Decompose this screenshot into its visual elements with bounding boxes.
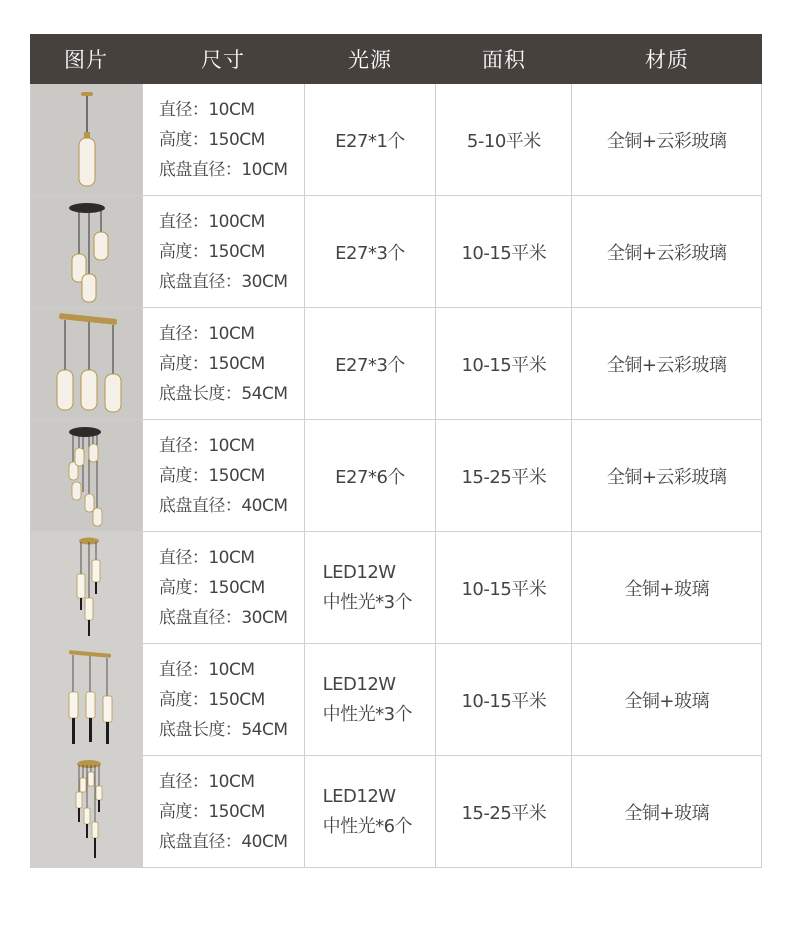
product-photo	[31, 532, 143, 643]
size-cell	[143, 644, 305, 755]
area-cell: 15-25平米	[436, 420, 572, 531]
product-photo	[31, 644, 143, 755]
size-cell	[143, 532, 305, 643]
height-text: 高度：150CM	[158, 241, 265, 262]
diameter-text: 直径：10CM	[158, 99, 255, 120]
product-photo	[31, 420, 143, 531]
light-source-line2: 中性光*3个	[322, 703, 413, 725]
material-cell: 全铜+玻璃	[572, 756, 762, 867]
header-size: 尺寸	[201, 48, 245, 72]
size-cell	[143, 196, 305, 307]
size-cell	[143, 308, 305, 419]
table-row	[30, 84, 762, 196]
light-source-line1: LED12W	[322, 673, 396, 695]
material-cell: 全铜+玻璃	[572, 532, 762, 643]
light-source-cell: E27*6个	[305, 420, 437, 531]
light-source-line1: LED12W	[322, 785, 396, 807]
material-cell: 全铜+云彩玻璃	[572, 420, 762, 531]
height-text: 高度：150CM	[158, 465, 265, 486]
product-photo	[31, 756, 143, 867]
light-source-line1: LED12W	[322, 561, 396, 583]
light-source-line2: 中性光*3个	[322, 591, 413, 613]
diameter-text: 直径：10CM	[158, 323, 255, 344]
base-text: 底盘直径：40CM	[158, 831, 288, 852]
diameter-text: 直径：10CM	[158, 659, 255, 680]
base-text: 底盘直径：30CM	[158, 271, 288, 292]
area-cell: 5-10平米	[436, 84, 572, 195]
height-text: 高度：150CM	[158, 129, 265, 150]
area-cell: 10-15平米	[436, 196, 572, 307]
size-cell	[143, 756, 305, 867]
table-row	[30, 196, 762, 308]
table-row	[30, 532, 762, 644]
product-photo	[31, 196, 143, 307]
area-cell: 10-15平米	[436, 532, 572, 643]
material-cell: 全铜+云彩玻璃	[572, 84, 762, 195]
area-cell: 10-15平米	[436, 308, 572, 419]
height-text: 高度：150CM	[158, 577, 265, 598]
product-photo	[31, 308, 143, 419]
table-row	[30, 308, 762, 420]
height-text: 高度：150CM	[158, 353, 265, 374]
light-source-cell: E27*3个	[305, 308, 437, 419]
size-cell	[143, 420, 305, 531]
table-row	[30, 420, 762, 532]
light-source-cell: E27*3个	[305, 196, 437, 307]
base-text: 底盘长度：54CM	[158, 719, 288, 740]
header-area: 面积	[482, 48, 526, 72]
height-text: 高度：150CM	[158, 689, 265, 710]
base-text: 底盘长度：54CM	[158, 383, 288, 404]
light-source-cell	[305, 532, 437, 643]
header-image: 图片	[64, 48, 108, 72]
diameter-text: 直径：10CM	[158, 435, 255, 456]
light-source-cell	[305, 644, 437, 755]
material-cell: 全铜+云彩玻璃	[572, 196, 762, 307]
table-row	[30, 644, 762, 756]
base-text: 底盘直径：30CM	[158, 607, 288, 628]
material-cell: 全铜+玻璃	[572, 644, 762, 755]
light-source-line2: 中性光*6个	[322, 815, 413, 837]
area-cell: 10-15平米	[436, 644, 572, 755]
area-cell: 15-25平米	[436, 756, 572, 867]
table-header	[30, 34, 762, 84]
size-cell	[143, 84, 305, 195]
material-cell: 全铜+云彩玻璃	[572, 308, 762, 419]
base-text: 底盘直径：40CM	[158, 495, 288, 516]
product-photo	[31, 84, 143, 195]
diameter-text: 直径：10CM	[158, 547, 255, 568]
light-source-cell: E27*1个	[305, 84, 437, 195]
spec-table	[30, 34, 762, 868]
diameter-text: 直径：100CM	[158, 211, 265, 232]
base-text: 底盘直径：10CM	[158, 159, 288, 180]
diameter-text: 直径：10CM	[158, 771, 255, 792]
height-text: 高度：150CM	[158, 801, 265, 822]
header-light-source: 光源	[348, 48, 392, 72]
table-row	[30, 756, 762, 868]
header-material: 材质	[645, 48, 689, 72]
light-source-cell	[305, 756, 437, 867]
